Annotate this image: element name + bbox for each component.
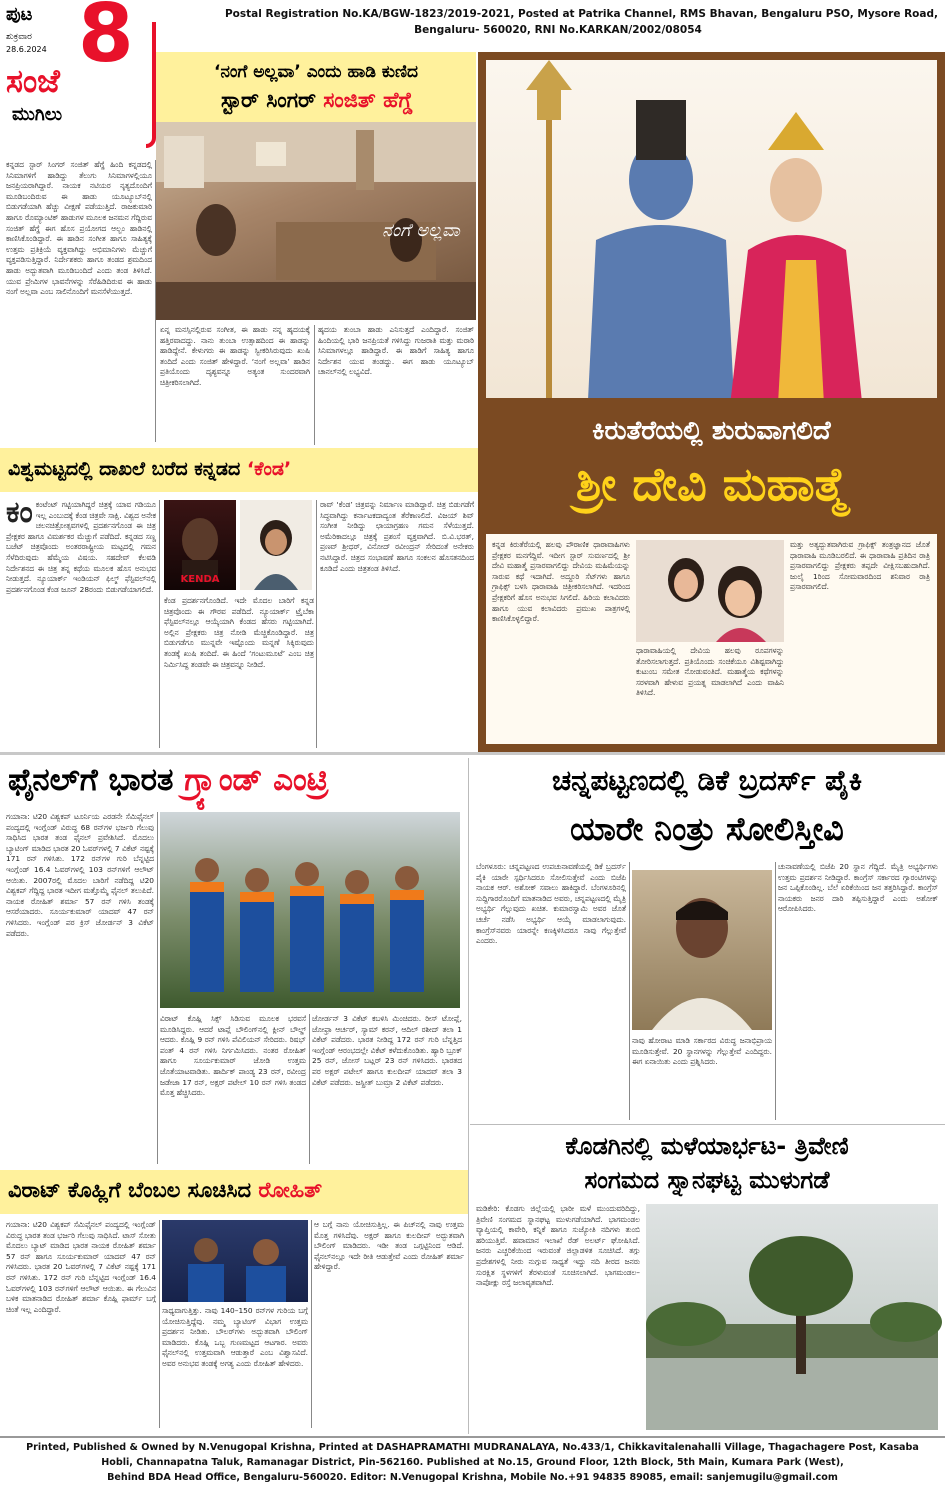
dk-column-2: [632, 1036, 772, 1120]
final-team-photo: [160, 812, 460, 1008]
singer-body-3: ಹೃದಯ ತುಂಬಾ ಹಾಡು ಎನಿಸುತ್ತದೆ ಎಂದಿದ್ದಾರೆ. ಸಂಜಿತ್ ಹಿಂದಿಯಲ್ಲಿ ಭಾರಿ ಜನಪ್ರಿಯತೆ ಗಳಿಸಿದ್ದು ಗುಜರಾತಿ ಮತ್ತು ಮರಾಠಿ ಸಿನಿಮಾಗಳಲ್ಲೂ ಹಾಡಿದ್ದಾರೆ. ಈ ಹಾಡಿಗೆ ಸಾಹಿತ್ಯ ಹಾಗೂ ನಿರ್ದೇಶನ ಯುವ ತಂಡದ್ದು. ಈಗ ಹಾಡು ಯೂಟ್ಯೂಬ್ ಚಾನಲ್‌ನಲ್ಲಿ ಲಭ್ಯವಿದೆ.: [318, 325, 474, 377]
devi-headline-line1: ಕಿರುತೆರೆಯಲ್ಲಿ ಶುರುವಾಗಲಿದೆ: [592, 416, 831, 446]
kenda-director-svg: [240, 500, 312, 590]
kohli-column-2: [162, 1306, 308, 1428]
singer-headline-black: ಸ್ಟಾರ್ ಸಿಂಗರ್: [220, 88, 316, 112]
final-headline-black: ಫೈನಲ್‌ಗೆ ಭಾರತ: [8, 762, 174, 798]
devi-body-1: ಕನ್ನಡ ಕಿರುತೆರೆಯಲ್ಲಿ ಹಲವು ಪೌರಾಣಿಕ ಧಾರಾವಾಹಿಗಳು ಪ್ರೇಕ್ಷಕರ ಮನಗೆದ್ದಿವೆ. ಇದೀಗ ಸ್ಟಾರ್ ಸುವರ್ಣದಲ್ಲಿ ಶ್ರೀ ದೇವಿ ಮಹಾತ್ಮೆ ಪ್ರಸಾರವಾಗಲಿದ್ದು ದೇವಿಯ ಮಹಿಮೆಯನ್ನು ಸಾರುವ ಕಥೆ ಇದಾಗಿದೆ. ಅದ್ದೂರಿ ಸೆಟ್‌ಗಳು ಹಾಗೂ ಗ್ರಾಫಿಕ್ಸ್ ಬಳಸಿ ಧಾರಾವಾಹಿ ಚಿತ್ರೀಕರಿಸಲಾಗಿದೆ. ಇದರಿಂದ ಪ್ರೇಕ್ಷಕರಿಗೆ ಹೊಸ ಅನುಭವ ಸಿಗಲಿದೆ. ಹಿರಿಯ ಕಲಾವಿದರು ಹಾಗೂ ಯುವ ಕಲಾವಿದರು ಪ್ರಮುಖ ಪಾತ್ರಗಳಲ್ಲಿ ಕಾಣಿಸಿಕೊಳ್ಳಲಿದ್ದಾರೆ.: [492, 540, 630, 624]
final-body-2: ವಿರಾಟ್ ಕೊಹ್ಲಿ ಸಿಕ್ಸ್ ಸಿಡಿಸುವ ಮೂಲಕ ಭರವಸೆ ಮೂಡಿಸಿದ್ದರು. ಆದರೆ ಟಾಪ್ಲೆ ಬೌಲಿಂಗ್‌ನಲ್ಲಿ ಕ್ಲೀನ್ ಬೌಲ್ಡ್ ಆದರು. ಕೊಹ್ಲಿ 9 ರನ್ ಗಳಿಸಿ ಪೆವಿಲಿಯನ್ ಸೇರಿದರು. ರಿಷಭ್ ಪಂತ್ 4 ರನ್ ಗಳಿಸಿ ನಿರ್ಗಮಿಸಿದರು. ನಂತರ ರೋಹಿತ್ ಹಾಗೂ ಸೂರ್ಯಕುಮಾರ್ ಜೋಡಿ ಉತ್ತಮ ಜೊತೆಯಾಟವಾಡಿತು. ಹಾರ್ದಿಕ್ ಪಾಂಡ್ಯ 23 ರನ್, ರವೀಂದ್ರ ಜಡೇಜಾ 17 ರನ್, ಅಕ್ಷರ್ ಪಟೇಲ್ 10 ರನ್ ಗಳಿಸಿ ತಂಡದ ಮೊತ್ತ ಹೆಚ್ಚಿಸಿದರು.: [160, 1014, 306, 1098]
final-headline: [8, 760, 328, 800]
kenda-director-photo: [240, 500, 312, 590]
kohli-headline-bar: [0, 1170, 468, 1214]
footer: [0, 1436, 945, 1490]
devi-panel: [478, 52, 945, 752]
footer-line-2: Hobli, Channapatna Taluk, Ramanagar District, Pin-562160. Published at No.15, Ground Floor, 12th Block, 5th Main, Kumara Park (West),: [101, 1457, 844, 1468]
kodagu-body-1: ಮಡಿಕೇರಿ: ಕೊಡಗು ಜಿಲ್ಲೆಯಲ್ಲಿ ಭಾರೀ ಮಳೆ ಮುಂದುವರಿದಿದ್ದು, ತ್ರಿವೇಣಿ ಸಂಗಮದ ಸ್ನಾನಘಟ್ಟ ಮುಳುಗಡೆಯಾಗಿದೆ. ಭಾಗಮಂಡಲ ವ್ಯಾಪ್ತಿಯಲ್ಲಿ ಕಾವೇರಿ, ಕನ್ನಿಕೆ ಹಾಗೂ ಸುಜ್ಯೋತಿ ನದಿಗಳು ತುಂಬಿ ಹರಿಯುತ್ತಿವೆ. ಹವಾಮಾನ ಇಲಾಖೆ ರೆಡ್ ಅಲರ್ಟ್ ಘೋಷಿಸಿದೆ. ಜನರು ಎಚ್ಚರಿಕೆಯಿಂದ ಇರುವಂತೆ ಜಿಲ್ಲಾಡಳಿತ ಸೂಚಿಸಿದೆ. ತಗ್ಗು ಪ್ರದೇಶಗಳಲ್ಲಿ ನೀರು ನುಗ್ಗುವ ಸಾಧ್ಯತೆ ಇದ್ದು ನದಿ ತೀರದ ಜನರು ಸುರಕ್ಷಿತ ಸ್ಥಳಗಳಿಗೆ ತೆರಳುವಂತೆ ಸೂಚಿಸಲಾಗಿದೆ. ಭಾಗಮಂಡಲ–ನಾಪೋಕ್ಲು ರಸ್ತೆ ಜಲಾವೃತವಾಗಿದೆ.: [476, 1204, 640, 1288]
kohli-rohit-svg: [162, 1220, 308, 1302]
kodagu-flood-svg: [646, 1204, 938, 1430]
devi-actress-photo: [636, 540, 784, 642]
kohli-column-rule-2: [311, 1220, 312, 1428]
dk-body-1: ಬೆಂಗಳೂರು: ಚನ್ನಪಟ್ಟಣದ ಉಪಚುನಾವಣೆಯಲ್ಲಿ ಡಿಕೆ ಬ್ರದರ್ಸ್ ಪೈಕಿ ಯಾರೇ ಸ್ಪರ್ಧಿಸಿದರೂ ಸೋಲಿಸುತ್ತೇವೆ ಎಂದು ಬಿಜೆಪಿ ನಾಯಕ ಆರ್. ಅಶೋಕ್ ಸವಾಲು ಹಾಕಿದ್ದಾರೆ. ಬೆಂಗಳೂರಿನಲ್ಲಿ ಸುದ್ದಿಗಾರರೊಂದಿಗೆ ಮಾತನಾಡಿದ ಅವರು, ಚನ್ನಪಟ್ಟಣದಲ್ಲಿ ಮೈತ್ರಿ ಅಭ್ಯರ್ಥಿ ಗೆಲ್ಲುವುದು ಖಚಿತ. ಕುಮಾರಸ್ವಾಮಿ ಅವರ ಜೊತೆ ಚರ್ಚೆ ನಡೆಸಿ ಅಭ್ಯರ್ಥಿ ಆಯ್ಕೆ ಮಾಡಲಾಗುವುದು. ಕಾಂಗ್ರೆಸ್‌ನವರು ಯಾರನ್ನೇ ಕಣಕ್ಕಿಳಿಸಿದರೂ ನಾವು ಗೆಲ್ಲುತ್ತೇವೆ ಎಂದರು.: [476, 862, 626, 946]
dk-body-2: ನಾವು ಹೋರಾಟ ಮಾಡಿ ಸರ್ಕಾರದ ವಿರುದ್ಧ ಜನಾಭಿಪ್ರಾಯ ಮೂಡಿಸುತ್ತೇವೆ. 20 ಸ್ಥಾನಗಳನ್ನು ಗೆಲ್ಲುತ್ತೇವೆ ಎಂದಿದ್ದರು. ಈಗ ಏನಾಯಿತು ಎಂದು ಪ್ರಶ್ನಿಸಿದರು.: [632, 1036, 772, 1067]
kohli-body-1: ಗಯಾನಾ: ಟಿ20 ವಿಶ್ವಕಪ್ ಸೆಮಿಫೈನಲ್ ಪಂದ್ಯದಲ್ಲಿ ಇಂಗ್ಲೆಂಡ್ ವಿರುದ್ಧ ಭಾರತ ತಂಡ ಭರ್ಜರಿ ಗೆಲುವು ಸಾಧಿಸಿದೆ. ಟಾಸ್ ಸೋತು ಮೊದಲು ಬ್ಯಾಟ್ ಮಾಡಿದ ಭಾರತ ನಾಯಕ ರೋಹಿತ್ ಶರ್ಮಾ 57 ರನ್ ಹಾಗೂ ಸೂರ್ಯಕುಮಾರ್ ಯಾದವ್ 47 ರನ್ ಗಳಿಸಿದರು. ಭಾರತ 20 ಓವರ್‌ಗಳಲ್ಲಿ 7 ವಿಕೆಟ್ ನಷ್ಟಕ್ಕೆ 171 ರನ್ ಗಳಿಸಿತು. 172 ರನ್ ಗುರಿ ಬೆನ್ನಟ್ಟಿದ ಇಂಗ್ಲೆಂಡ್ 16.4 ಓವರ್‌ಗಳಲ್ಲಿ 103 ರನ್‌ಗಳಿಗೆ ಆಲೌಟ್ ಆಯಿತು. ಈ ಗೆಲುವಿನ ಬಳಿಕ ಮಾತನಾಡಿದ ರೋಹಿತ್ ಶರ್ಮಾ ಕೊಹ್ಲಿ ಫಾರ್ಮ್ ಬಗ್ಗೆ ಚಿಂತೆ ಇಲ್ಲ ಎಂದಿದ್ದಾರೆ.: [6, 1220, 156, 1314]
singer-body-2: ಏನ್ನ ಮನಸ್ಸಿನಲ್ಲಿರುವ ಸಂಗೀತ, ಈ ಹಾಡು ನನ್ನ ಹೃದಯಕ್ಕೆ ಹತ್ತಿರವಾದದ್ದು. ನಾನು ತುಂಬಾ ಉತ್ಸಾಹದಿಂದ ಈ ಹಾಡನ್ನು ಹಾಡಿದ್ದೇನೆ. ಕೇಳುಗರು ಈ ಹಾಡನ್ನು ಸ್ವೀಕರಿಸಿರುವುದು ಖುಷಿ ತಂದಿದೆ ಎಂದು ಸಂಜಿತ್ ಹೇಳಿದ್ದಾರೆ. ‘ನಂಗೆ ಅಲ್ಲವಾ’ ಹಾಡಿನ ಪ್ರತಿಯೊಂದು ದೃಶ್ಯವನ್ನೂ ಅತ್ಯಂತ ಸುಂದರವಾಗಿ ಚಿತ್ರೀಕರಿಸಲಾಗಿದೆ.: [160, 325, 310, 387]
kenda-column-rule-1: [159, 500, 160, 748]
footer-line-1: Printed, Published & Owned by N.Venugopal Krishna, Printed at DASHAPRAMATHI MUDRANALAYA, No.433/1, Chikkavitalenahalli Village, Thagachagere Post, Kasaba: [26, 1442, 919, 1453]
devi-column-3: [790, 540, 930, 738]
postal-registration-line2: Bengaluru- 560020, RNI No.KARKAN/2002/08054: [414, 24, 702, 36]
kodagu-flood-photo: [646, 1204, 938, 1430]
kodagu-headline-line1: ಕೊಡಗಿನಲ್ಲಿ ಮಳೆಯಾರ್ಭಟ- ತ್ರಿವೇಣಿ: [565, 1132, 849, 1160]
final-team-svg: [160, 812, 460, 1008]
brand-name-line1: ಸಂಜೆ: [6, 62, 60, 100]
postal-registration-line1: Postal Registration No.KA/BGW-1823/2019-2021, Posted at Patrika Channel, RMS Bhavan, Bengaluru PSO, Mysore Road,: [224, 8, 938, 20]
devi-headline-box: [486, 398, 937, 524]
dk-ashok-photo: [632, 870, 772, 1030]
kohli-headline-red: ರೋಹಿತ್: [258, 1178, 323, 1202]
kohli-body-2: ಸಾಧ್ಯವಾಗುತ್ತಿತ್ತು. ನಾವು 140–150 ರನ್‌ಗಳ ಗುರಿಯ ಬಗ್ಗೆ ಯೋಚಿಸುತ್ತಿದ್ದೆವು. ನಮ್ಮ ಬ್ಯಾಟಿಂಗ್ ವಿಭಾಗ ಉತ್ತಮ ಪ್ರದರ್ಶನ ನೀಡಿತು. ಬೌಲರ್‌ಗಳು ಅದ್ಭುತವಾಗಿ ಬೌಲಿಂಗ್ ಮಾಡಿದರು. ಕೊಹ್ಲಿ ಒಬ್ಬ ಗುಣಮಟ್ಟದ ಆಟಗಾರ. ಅವರು ಫೈನಲ್‌ನಲ್ಲಿ ಉತ್ತಮವಾಗಿ ಆಡುತ್ತಾರೆ ಎಂಬ ವಿಶ್ವಾಸವಿದೆ. ಅವರ ಅನುಭವ ತಂಡಕ್ಕೆ ಅಗತ್ಯ ಎಂದು ರೋಹಿತ್ ಹೇಳಿದರು.: [162, 1306, 308, 1368]
devi-column-2: [636, 646, 784, 738]
date-label: 28.6.2024: [6, 45, 47, 54]
kenda-dropcap: ಕಂ: [6, 495, 33, 530]
singer-column-2: [160, 325, 310, 445]
devi-body-card: [486, 534, 937, 744]
dk-column-1: [476, 862, 626, 1120]
kohli-column-1: [6, 1220, 156, 1428]
kenda-headline-bar: [0, 448, 478, 492]
singer-headline-line1: ‘ನಂಗೆ ಅಲ್ಲವಾ’ ಎಂದು ಹಾಡಿ ಕುಣಿದ: [213, 62, 418, 82]
kohli-headline-black: ವಿರಾಟ್ ಕೊಹ್ಲಿಗೆ ಬೆಂಬಲ ಸೂಚಿಸಿದ: [8, 1178, 252, 1202]
section-divider: [0, 752, 945, 755]
final-headline-red: ಗ್ರ್ಯಾಂಡ್ ಎಂಟ್ರಿ: [184, 762, 329, 798]
kenda-body-1: ಕಂಟೆಂಟ್ ಗಟ್ಟಿಯಾಗಿದ್ದರೆ ಚಿತ್ರಕ್ಕೆ ಯಾವ ಗಡಿಯೂ ಇಲ್ಲ ಎಂಬುದಕ್ಕೆ ಕೆಂಡ ಚಿತ್ರವೇ ಸಾಕ್ಷಿ. ವಿಶ್ವದ ಅನೇಕ ಚಲನಚಿತ್ರೋತ್ಸವಗಳಲ್ಲಿ ಪ್ರದರ್ಶನಗೊಂಡ ಈ ಚಿತ್ರ ಪ್ರೇಕ್ಷಕರ ಹಾಗೂ ವಿಮರ್ಶಕರ ಮೆಚ್ಚುಗೆ ಪಡೆದಿದೆ. ಕನ್ನಡದ ಸಣ್ಣ ಬಜೆಟ್ ಚಿತ್ರವೊಂದು ಅಂತರರಾಷ್ಟ್ರೀಯ ಮಟ್ಟದಲ್ಲಿ ಗಮನ ಸೆಳೆದಿರುವುದು ಹೆಮ್ಮೆಯ ವಿಷಯ. ಸಹದೇವ್ ಕೆಲವಡಿ ನಿರ್ದೇಶನದ ಈ ಚಿತ್ರ ತನ್ನ ಕಥೆಯ ಮೂಲಕ ಹೊಸ ಅನುಭವ ನೀಡುತ್ತದೆ. ನ್ಯೂಯಾರ್ಕ್ ಇಂಡಿಯನ್ ಫಿಲ್ಮ್ ಫೆಸ್ಟಿವಲ್‌ನಲ್ಲಿ ಪ್ರದರ್ಶನಗೊಂಡ ಕೆಂಡ ಜೂನ್ 28ರಂದು ಬಿಡುಗಡೆಯಾಗಲಿದೆ.: [6, 500, 156, 594]
devi-hero-photo: [486, 60, 937, 440]
kenda-headline-red: ‘ಕೆಂಡ’: [246, 458, 292, 480]
singer-video-still: [156, 122, 476, 320]
final-column-rule-1: [157, 812, 158, 1164]
singer-body-1: ಕನ್ನಡದ ಸ್ಟಾರ್ ಸಿಂಗರ್ ಸಂಜಿತ್ ಹೆಗ್ಡೆ ಹಿಂದಿ ಕನ್ನಡದಲ್ಲಿ ಸಿನಿಮಾಗಳಿಗೆ ಹಾಡಿದ್ದು ತೆಲುಗು ಸಿನಿಮಾಗಳಲ್ಲಿಯೂ ಜನಪ್ರಿಯರಾಗಿದ್ದಾರೆ. ನಾಯಕ ನಟಿಯರ ನೃತ್ಯದೊಂದಿಗೆ ಮೂಡಿಬಂದಿರುವ ಈ ಹಾಡು ಯೂಟ್ಯೂಬ್‌ನಲ್ಲಿ ಬಿಡುಗಡೆಯಾಗಿ ಹೆಚ್ಚು ವೀಕ್ಷಣೆ ಪಡೆಯುತ್ತಿದೆ. ರಾಜಕುಮಾರಿ ಹಾಗೂ ರೊಮ್ಯಾಂಟಿಕ್ ಹಾಡುಗಳ ಮೂಲಕ ಜನಮನ ಗೆದ್ದಿರುವ ಸಂಜಿತ್ ಹೆಗ್ಡೆ ಈಗ ಹೊಸ ಪ್ರಯೋಗದ ಆಲ್ಬಂ ಹಾಡಿನಲ್ಲಿ ಕಾಣಿಸಿಕೊಂಡಿದ್ದಾರೆ. ಈ ಹಾಡಿನ ಸಂಗೀತ ಹಾಗೂ ಸಾಹಿತ್ಯಕ್ಕೆ ಉತ್ತಮ ಪ್ರತಿಕ್ರಿಯೆ ವ್ಯಕ್ತವಾಗಿದ್ದು ಅಭಿಮಾನಿಗಳು ಮೆಚ್ಚುಗೆ ವ್ಯಕ್ತಪಡಿಸುತ್ತಿದ್ದಾರೆ. ನಿರ್ದೇಶಕರು ಹಾಗೂ ತಂಡದ ಶ್ರಮದಿಂದ ಹಾಡು ಅದ್ಭುತವಾಗಿ ಮೂಡಿಬಂದಿದೆ ಎಂದು ತಂಡ ತಿಳಿಸಿದೆ. ಯುವ ಪ್ರೇಮಿಗಳ ಭಾವನೆಗಳನ್ನು ಸೆರೆಹಿಡಿದಿರುವ ಈ ಹಾಡು ನಂಗೆ ಅಲ್ಲವಾ ಎಂಬ ಸಾಲಿನೊಂದಿಗೆ ಮನಸೆಳೆಯುತ್ತದೆ.: [6, 160, 152, 297]
singer-photo-caption: ನಂಗೆ ಅಲ್ಲವಾ: [382, 220, 460, 241]
singer-headline-panel: [156, 52, 476, 122]
singer-column-1: [6, 160, 152, 442]
kenda-column-2: [164, 596, 314, 748]
final-body-1: ಗಯಾನಾ: ಟಿ20 ವಿಶ್ವಕಪ್ ಟೂರ್ನಿಯ ಎರಡನೇ ಸೆಮಿಫೈನಲ್ ಪಂದ್ಯದಲ್ಲಿ ಇಂಗ್ಲೆಂಡ್ ವಿರುದ್ಧ 68 ರನ್‌ಗಳ ಭರ್ಜರಿ ಗೆಲುವು ಸಾಧಿಸಿದ ಭಾರತ ತಂಡ ಫೈನಲ್ ಪ್ರವೇಶಿಸಿದೆ. ಮೊದಲು ಬ್ಯಾಟಿಂಗ್ ಮಾಡಿದ ಭಾರತ 20 ಓವರ್‌ಗಳಲ್ಲಿ 7 ವಿಕೆಟ್ ನಷ್ಟಕ್ಕೆ 171 ರನ್ ಗಳಿಸಿತು. 172 ರನ್‌ಗಳ ಗುರಿ ಬೆನ್ನಟ್ಟಿದ ಇಂಗ್ಲೆಂಡ್ 16.4 ಓವರ್‌ಗಳಲ್ಲಿ 103 ರನ್‌ಗಳಿಗೆ ಆಲೌಟ್ ಆಯಿತು. 2007ರಲ್ಲಿ ಮೊದಲ ಬಾರಿಗೆ ನಡೆದಿದ್ದ ಟಿ20 ವಿಶ್ವಕಪ್ ಗೆದ್ದಿದ್ದ ಭಾರತ ಇದೀಗ ಮತ್ತೊಮ್ಮೆ ಫೈನಲ್ ತಲುಪಿದೆ. ನಾಯಕ ರೋಹಿತ್ ಶರ್ಮಾ 57 ರನ್ ಗಳಿಸಿ ತಂಡಕ್ಕೆ ಆಸರೆಯಾದರು. ಸೂರ್ಯಕುಮಾರ್ ಯಾದವ್ 47 ರನ್ ಗಳಿಸಿದರು. ಇಂಗ್ಲೆಂಡ್ ಪರ ಕ್ರಿಸ್ ಜೋರ್ಡನ್ 3 ವಿಕೆಟ್ ಪಡೆದರು.: [6, 812, 154, 938]
kenda-column-1: [6, 495, 156, 748]
kohli-rohit-photo: [162, 1220, 308, 1302]
day-label: ಶುಕ್ರವಾರ: [6, 32, 32, 42]
brand-corner-bracket: [146, 22, 156, 148]
dk-body-3: ಚುನಾವಣೆಯಲ್ಲಿ ಬಿಜೆಪಿ 20 ಸ್ಥಾನ ಗೆದ್ದಿದೆ. ಮೈತ್ರಿ ಅಭ್ಯರ್ಥಿಗಳು ಉತ್ತಮ ಪ್ರದರ್ಶನ ನೀಡಿದ್ದಾರೆ. ಕಾಂಗ್ರೆಸ್ ಸರ್ಕಾರದ ಗ್ಯಾರಂಟಿಗಳನ್ನು ಜನ ಒಪ್ಪಿಕೊಂಡಿಲ್ಲ. ಬೆಲೆ ಏರಿಕೆಯಿಂದ ಜನ ತತ್ತರಿಸಿದ್ದಾರೆ. ಕಾಂಗ್ರೆಸ್ ನಾಯಕರು ಜನರ ದಾರಿ ತಪ್ಪಿಸುತ್ತಿದ್ದಾರೆ ಎಂದು ಅಶೋಕ್ ಆರೋಪಿಸಿದರು.: [778, 862, 938, 914]
singer-headline-red: ಸಂಜಿತ್ ಹೆಗ್ಡೆ: [323, 88, 414, 112]
lower-half-separator: [468, 758, 469, 1434]
dk-headline-line2: ಯಾರೇ ನಿಂತ್ರು ಸೋಲಿಸ್ತೀವಿ: [570, 810, 844, 848]
final-column-1: [6, 812, 154, 1164]
devi-column-1: [492, 540, 630, 738]
footer-line-3: Behind BDA Head Office, Bengaluru-560020. Editor: N.Venugopal Krishna, Mobile No.+91 94835 89085, email: sanjemugilu@gmail.com: [107, 1472, 838, 1483]
page-label: ಪುಟ: [6, 4, 33, 25]
singer-column-3: [318, 325, 474, 445]
dk-bottom-rule: [470, 1124, 945, 1125]
devi-body-2: ಧಾರಾವಾಹಿಯಲ್ಲಿ ದೇವಿಯ ಹಲವು ರೂಪಗಳನ್ನು ತೋರಿಸಲಾಗುತ್ತದೆ. ಪ್ರತಿಯೊಂದು ಸಂಚಿಕೆಯೂ ವಿಶಿಷ್ಟವಾಗಿದ್ದು ಕುಟುಂಬ ಸಮೇತ ನೋಡುವಂತಿದೆ. ಮಹಾತ್ಮೆಯ ಕಥೆಗಳನ್ನು ಸರಳವಾಗಿ ಹೇಳುವ ಪ್ರಯತ್ನ ಮಾಡಲಾಗಿದೆ ಎಂದು ವಾಹಿನಿ ತಿಳಿಸಿದೆ.: [636, 646, 784, 698]
kenda-column-3: [320, 500, 474, 748]
brand-name-line2: ಮುಗಿಲು: [12, 104, 63, 125]
devi-hero-svg: [486, 60, 937, 440]
devi-headline-line2: ಶ್ರೀ ದೇವಿ ಮಹಾತ್ಮೆ: [575, 457, 848, 511]
kenda-body-2: ಕೆಂಡ ಪ್ರದರ್ಶನಗೊಂಡಿದೆ. ಇದೇ ಮೊದಲ ಬಾರಿಗೆ ಕನ್ನಡ ಚಿತ್ರವೊಂದು ಈ ಗೌರವ ಪಡೆದಿದೆ. ನ್ಯೂಯಾರ್ಕ್ ಟ್ರೈಬೆಕಾ ಫೆಸ್ಟಿವಲ್‌ನಲ್ಲೂ ಆಯ್ಕೆಯಾಗಿ ಕೆಂಡದ ಹೆಸರು ಗಟ್ಟಿಯಾಗಿದೆ. ಅಲ್ಲಿನ ಪ್ರೇಕ್ಷಕರು ಚಿತ್ರ ನೋಡಿ ಮೆಚ್ಚಿಕೊಂಡಿದ್ದಾರೆ. ಚಿತ್ರ ಬಿಡುಗಡೆಗೂ ಮುನ್ನವೇ ಇಷ್ಟೊಂದು ಮನ್ನಣೆ ಸಿಕ್ಕಿರುವುದು ತಂಡಕ್ಕೆ ಖುಷಿ ತಂದಿದೆ. ಈ ಹಿಂದೆ ‘ಗಂಟುಮೂಟೆ’ ಎಂಬ ಚಿತ್ರ ನಿರ್ಮಿಸಿದ್ದ ತಂಡವೇ ಈ ಚಿತ್ರವನ್ನೂ ನೀಡಿದೆ.: [164, 596, 314, 669]
singer-column-rule-2: [314, 325, 315, 445]
kenda-headline-black: ವಿಶ್ವಮಟ್ಟದಲ್ಲಿ ದಾಖಲೆ ಬರೆದ ಕನ್ನಡದ: [8, 458, 241, 480]
final-column-3: [312, 1014, 462, 1164]
kenda-poster-title: KENDA: [180, 574, 220, 585]
devi-actress-svg: [636, 540, 784, 642]
kohli-column-rule-1: [159, 1220, 160, 1428]
kodagu-column-1: [476, 1204, 640, 1430]
dk-column-rule-1: [629, 862, 630, 1120]
kodagu-headline-line2: ಸಂಗಮದ ಸ್ನಾನಘಟ್ಟ ಮುಳುಗಡೆ: [584, 1166, 830, 1194]
final-body-3: ಜೋರ್ಡನ್ 3 ವಿಕೆಟ್ ಕಬಳಿಸಿ ಮಿಂಚಿದರು. ರೀಸ್ ಟೋಪ್ಲೆ, ಜೋಫ್ರಾ ಆರ್ಚರ್, ಸ್ಯಾಮ್ ಕರನ್, ಆದಿಲ್ ರಶೀದ್ ತಲಾ 1 ವಿಕೆಟ್ ಪಡೆದರು. ಭಾರತ ನೀಡಿದ್ದ 172 ರನ್ ಗುರಿ ಬೆನ್ನತ್ತಿದ ಇಂಗ್ಲೆಂಡ್ ಆರಂಭದಲ್ಲೇ ವಿಕೆಟ್ ಕಳೆದುಕೊಂಡಿತು. ಹ್ಯಾರಿ ಬ್ರೂಕ್ 25 ರನ್, ಜೋಸ್ ಬಟ್ಲರ್ 23 ರನ್ ಗಳಿಸಿದರು. ಭಾರತದ ಪರ ಅಕ್ಷರ್ ಪಟೇಲ್ ಹಾಗೂ ಕುಲದೀಪ್ ಯಾದವ್ ತಲಾ 3 ವಿಕೆಟ್ ಪಡೆದರು. ಜಸ್ಪ್ರೀತ್ ಬುಮ್ರಾ 2 ವಿಕೆಟ್ ಪಡೆದರು.: [312, 1014, 462, 1087]
singer-column-rule-1: [155, 160, 156, 442]
singer-headline-line2: [162, 88, 472, 113]
kenda-column-rule-2: [316, 500, 317, 748]
kenda-body-3: ರಾವ್ ‘ಕೆಂಡ’ ಚಿತ್ರವನ್ನು ನಿರ್ಮಾಣ ಮಾಡಿದ್ದಾರೆ. ಚಿತ್ರ ಬಿಡುಗಡೆಗೆ ಸಿದ್ಧವಾಗಿದ್ದು ಕರ್ನಾಟಕದಾದ್ಯಂತ ತೆರೆಕಾಣಲಿದೆ. ವಿಜಯ್ ಶಿವ್ ಸಂಗೀತ ನೀಡಿದ್ದು ಛಾಯಾಗ್ರಹಣ ಗಮನ ಸೆಳೆಯುತ್ತದೆ. ಅಮೆರಿಕಾದಲ್ಲೂ ಚಿತ್ರಕ್ಕೆ ಪ್ರಶಂಸೆ ವ್ಯಕ್ತವಾಗಿದೆ. ಬಿ.ವಿ.ಭರತ್, ಪ್ರಣವ್ ಶ್ರೀಧರ್, ವಿನೋದ್ ರವೀಂದ್ರನ್ ಸೇರಿದಂತೆ ಅನೇಕರು ನಟಿಸಿದ್ದಾರೆ. ಚಿತ್ರದ ಸಂಭಾಷಣೆ ಹಾಗೂ ಸಂಕಲನ ಹೊಸತನದಿಂದ ಕೂಡಿದೆ ಎಂದು ಚಿತ್ರತಂಡ ತಿಳಿಸಿದೆ.: [320, 500, 474, 573]
kohli-column-3: [314, 1220, 464, 1428]
dk-ashok-svg: [632, 870, 772, 1030]
masthead-logo-block: [0, 0, 160, 148]
devi-body-3: ಮತ್ತು ಅತ್ಯದ್ಭುತವಾಗಿರುವ ಗ್ರಾಫಿಕ್ಸ್ ತಂತ್ರಜ್ಞಾನದ ಜೊತೆ ಧಾರಾವಾಹಿ ಮೂಡಿಬರಲಿದೆ. ಈ ಧಾರಾವಾಹಿ ಪ್ರತಿದಿನ ರಾತ್ರಿ ಪ್ರಸಾರವಾಗಲಿದ್ದು ಪ್ರೇಕ್ಷಕರು ತಪ್ಪದೇ ವೀಕ್ಷಿಸಬಹುದಾಗಿದೆ. ಜುಲೈ 1ರಿಂದ ಸೋಮವಾರದಿಂದ ಶನಿವಾರ ರಾತ್ರಿ ಪ್ರಸಾರವಾಗಲಿದೆ.: [790, 540, 930, 592]
page-number: 8: [78, 0, 134, 80]
final-column-2: [160, 1014, 306, 1164]
dk-column-rule-2: [775, 862, 776, 1120]
kenda-headline: [8, 458, 291, 480]
kohli-body-3: ಆ ಬಗ್ಗೆ ನಾನು ಯೋಚಿಸುತ್ತಿಲ್ಲ. ಈ ಪಿಚ್‌ನಲ್ಲಿ ನಾವು ಉತ್ತಮ ಮೊತ್ತ ಗಳಿಸಿದೆವು. ಅಕ್ಷರ್ ಹಾಗೂ ಕುಲದೀಪ್ ಅದ್ಭುತವಾಗಿ ಬೌಲಿಂಗ್ ಮಾಡಿದರು. ಇಡೀ ತಂಡ ಒಗ್ಗಟ್ಟಿನಿಂದ ಆಡಿದೆ. ಫೈನಲ್‌ನಲ್ಲೂ ಇದೇ ರೀತಿ ಆಡುತ್ತೇವೆ ಎಂದು ರೋಹಿತ್ ಶರ್ಮಾ ಹೇಳಿದ್ದಾರೆ.: [314, 1220, 464, 1272]
dk-headline-line1: ಚನ್ನಪಟ್ಟಣದಲ್ಲಿ ಡಿಕೆ ಬ್ರದರ್ಸ್ ಪೈಕಿ: [551, 764, 863, 797]
kenda-poster: [164, 500, 236, 590]
final-column-rule-2: [309, 1014, 310, 1164]
dk-column-3: [778, 862, 938, 1120]
kohli-headline: [8, 1178, 322, 1203]
